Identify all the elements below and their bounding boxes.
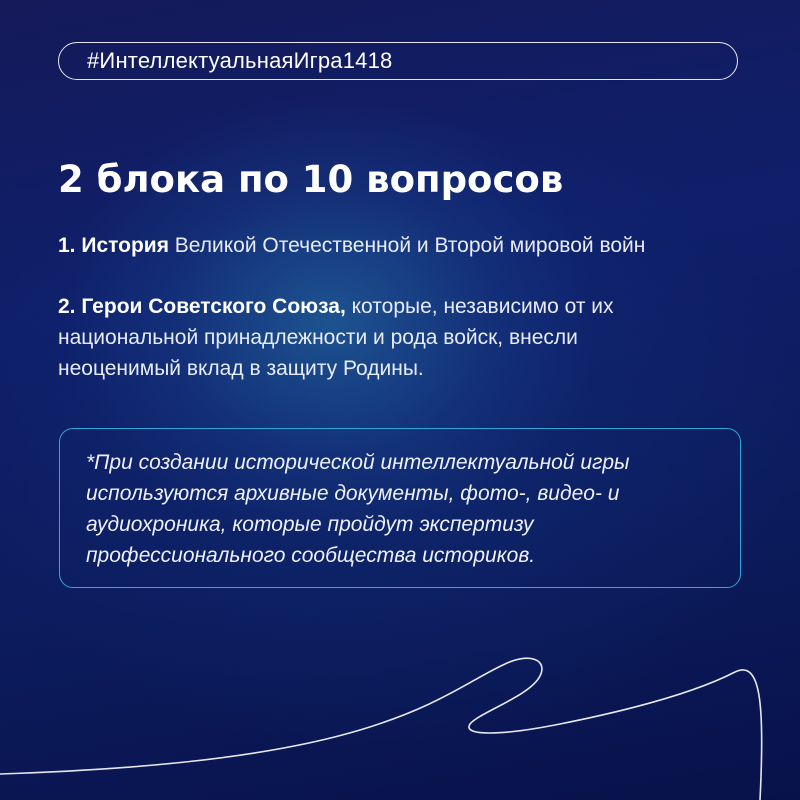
list-item-history-bold: 1. История xyxy=(58,234,169,257)
page-title: 2 блока по 10 вопросов xyxy=(58,158,564,201)
list-item-heroes-bold: 2. Герои Советского Союза, xyxy=(58,295,346,318)
list-item-heroes-text: которые, независимо от их национальной принадлежности и рода войск, внесли неоценимый вклад в защиту Родины. xyxy=(58,295,614,380)
list-item-history-text: Великой Отечественной и Второй мировой войн xyxy=(168,234,646,257)
hashtag-text: #ИнтеллектуальнаяИгра1418 xyxy=(87,48,393,73)
note-text: *При создании исторической интеллектуальной игры используются архивные документы, фото-, видео- и аудиохроника, которые пройдут экспертизу профессионального сообщества историков. xyxy=(86,451,630,567)
